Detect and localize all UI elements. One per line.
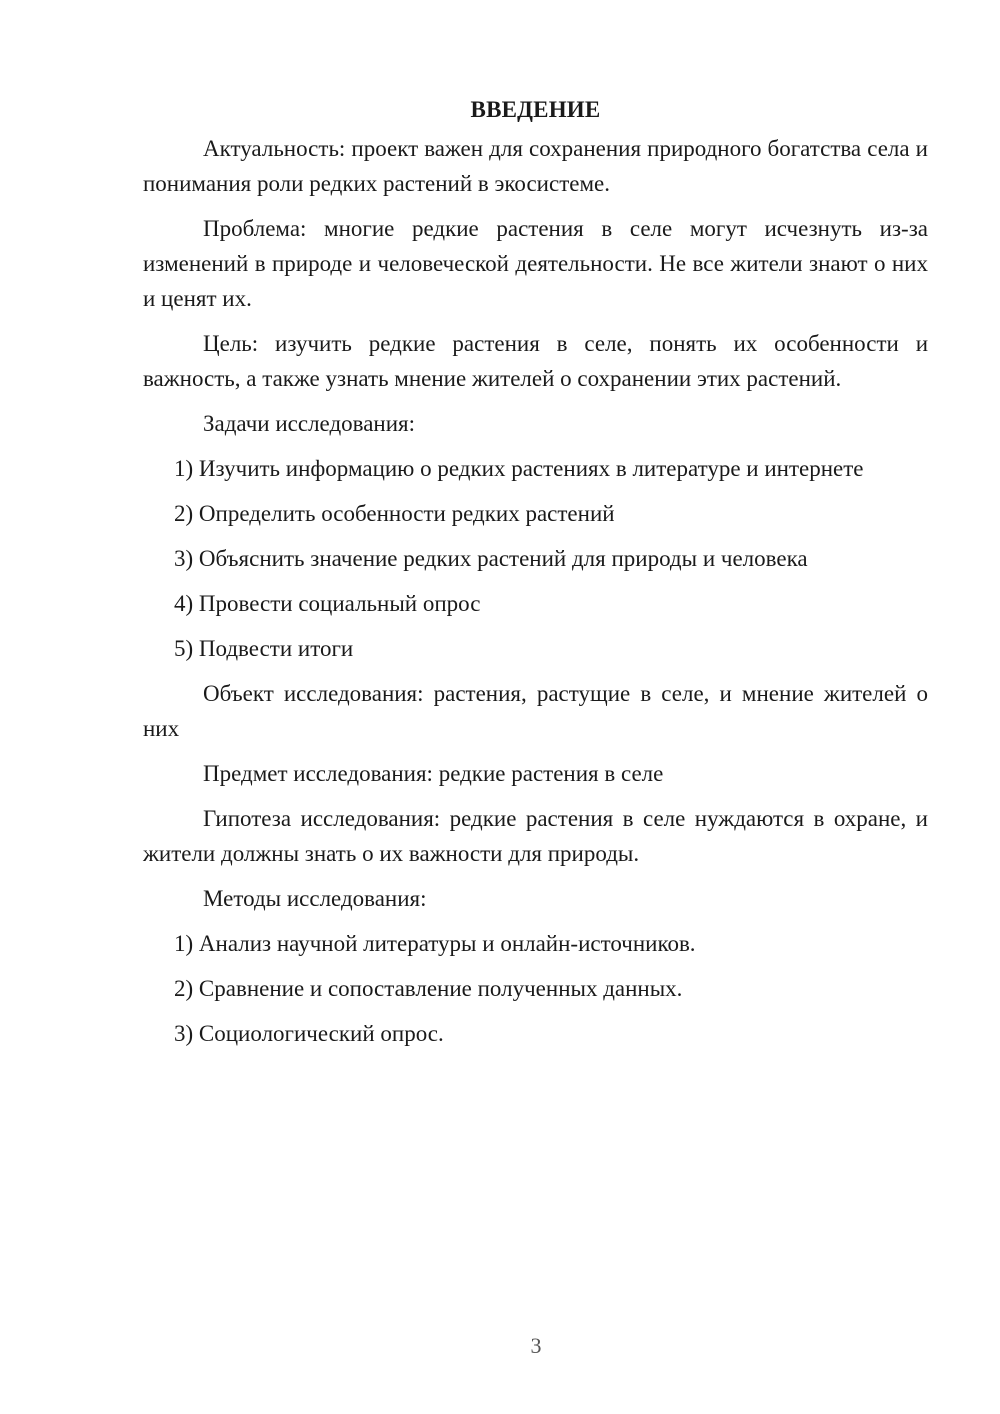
tasks-list [143,451,928,666]
list-item: 2) Сравнение и сопоставление полученных данных. [174,976,683,1001]
relevance-paragraph: Актуальность: проект важен для сохранения природного богатства села и понимания роли редких растений в экосистеме. [143,136,928,196]
goal-paragraph: Цель: изучить редкие растения в селе, понять их особенности и важность, а также узнать мнение жителей о сохранении этих растений. [143,331,928,391]
page-number: 3 [530,1333,542,1358]
list-item: 3) Объяснить значение редких растений для природы и человека [174,546,808,571]
document-page [143,92,928,1061]
section-heading: ВВЕДЕНИЕ [470,97,601,122]
list-item: 4) Провести социальный опрос [174,591,481,616]
object-paragraph: Объект исследования: растения, растущие в селе, и мнение жителей о них [143,681,928,741]
list-item: 3) Социологический опрос. [174,1021,444,1046]
hypothesis-paragraph: Гипотеза исследования: редкие растения в селе нуждаются в охране, и жители должны знать о их важности для природы. [143,806,928,866]
methods-list [143,926,928,1051]
tasks-title: Задачи исследования: [203,411,416,436]
subject-paragraph: Предмет исследования: редкие растения в селе [203,761,664,786]
problem-paragraph: Проблема: многие редкие растения в селе могут исчезнуть из-за изменений в природе и человеческой деятельности. Не все жители знают о них и ценят их. [143,216,928,311]
list-item: 1) Анализ научной литературы и онлайн-источников. [174,931,696,956]
list-item: 5) Подвести итоги [174,636,354,661]
methods-title: Методы исследования: [203,886,427,911]
list-item: 1) Изучить информацию о редких растениях в литературе и интернете [174,456,864,481]
list-item: 2) Определить особенности редких растений [174,501,615,526]
